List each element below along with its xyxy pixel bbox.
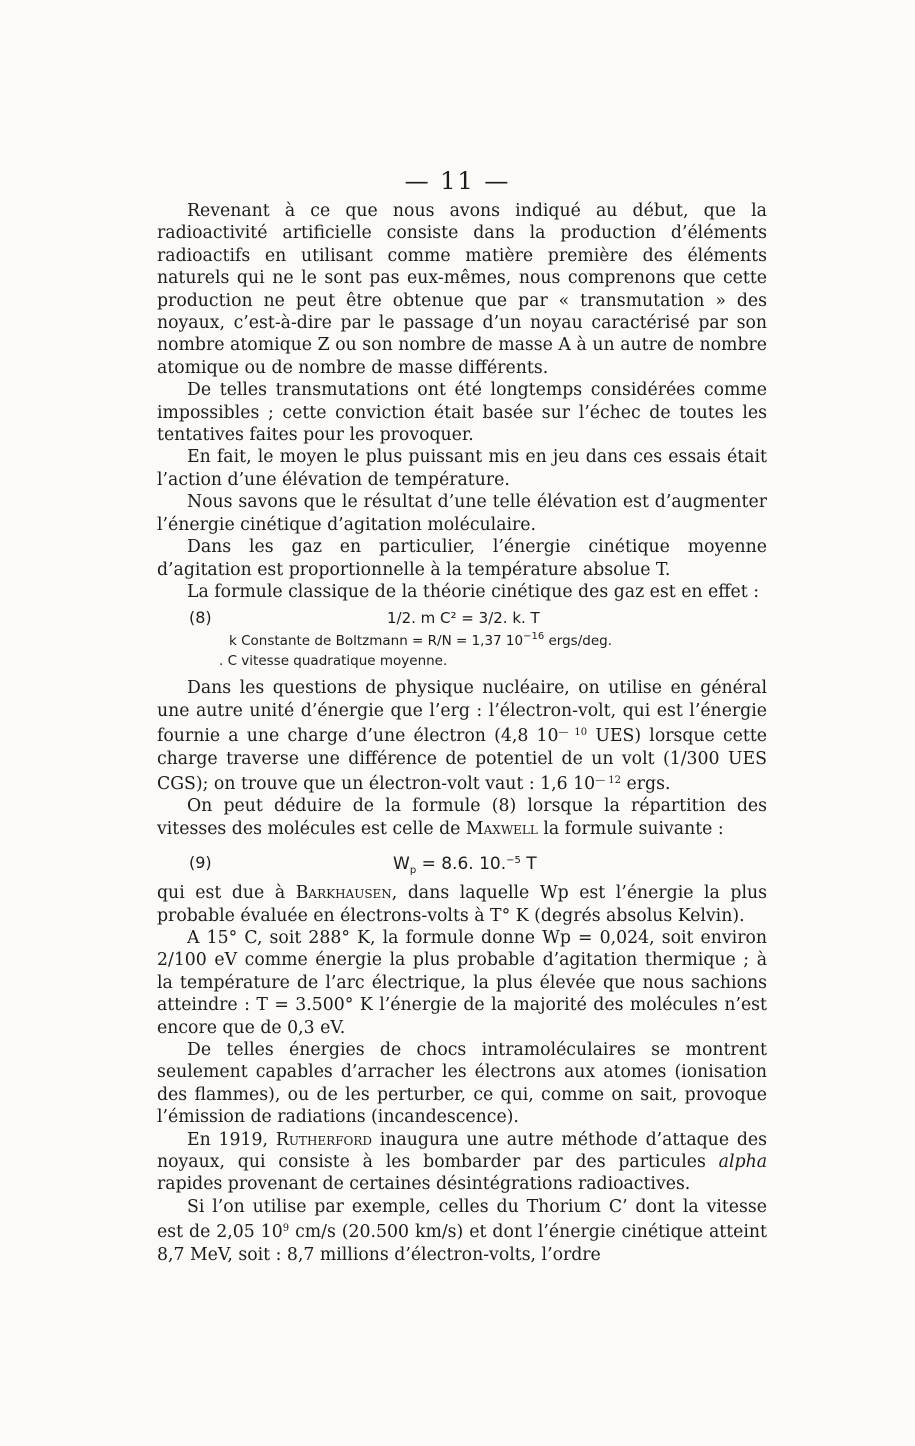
exponent: −5 — [506, 855, 521, 867]
paragraph: De telles énergies de chocs intramoléculaires se montrent seulement capables d’arracher les électrons aux atomes (ionisation des flammes), ou de les perturber, ce qui, comme on sait, provoque l’émission de radiations (incandescence). — [157, 1040, 767, 1128]
text-run: On peut déduire de la formule (8) lorsque la répartition des vitesses des molécules est celle de — [157, 796, 767, 839]
paragraph — [157, 677, 767, 795]
paragraph — [157, 795, 767, 840]
paragraph: La formule classique de la théorie cinétique des gaz est en effet : — [187, 581, 760, 602]
text-run: Si l’on utilise par exemple, celles du Thorium C’ dont la vitesse est de 2,05 10 — [157, 1196, 767, 1243]
text-run: inaugura une autre méthode d’attaque des noyaux, qui consiste à les bombarder par des particules — [157, 1129, 767, 1173]
paragraph — [157, 1129, 767, 1196]
text-run: Dans les questions de physique nucléaire, on utilise en général une autre unité d’énergie que l’erg : l’électron-volt, qui est l’énergie fournie a une charge d’une électron (4,8 10 — [157, 678, 767, 747]
eq-t: T — [520, 854, 537, 875]
paragraph: Nous savons que le résultat d’une telle élévation est d’augmenter l’énergie cinétique d’agitation moléculaire. — [157, 492, 767, 535]
paragraph — [157, 1196, 767, 1266]
text-italic: alpha — [718, 1152, 767, 1173]
eq-rhs: = 8.6. 10. — [416, 854, 507, 875]
paragraph: De telles transmutations ont été longtemps considérées comme impossibles ; cette conviction était basée sur l’échec de toutes les tentatives faites pour les provoquer. — [157, 380, 767, 446]
name-rutherford: Rutherford — [275, 1129, 373, 1150]
formula-note-k — [157, 627, 767, 651]
formula-8 — [157, 603, 767, 627]
text-run: rapides provenant de certaines désintégrations radioactives. — [157, 1174, 691, 1195]
exponent: −16 — [523, 631, 545, 643]
paragraph: Revenant à ce que nous avons indiqué au début, que la radioactivité artificielle consiste dans la production d’éléments radioactifs en utilisant comme matière première des éléments naturels qui ne le sont pas eux-mêmes, nous comprenons que cette production ne peut être obtenue que par « transmutation » des noyaux, c’est-à-dire par le passage d’un noyau caractérisé par son nombre atomique Z ou son nombre de masse A à un autre de nombre atomique ou de nombre de masse différents. — [157, 201, 767, 378]
equation — [393, 850, 537, 882]
formula-note-c: . C vitesse quadratique moyenne. — [219, 653, 448, 670]
text-run: ergs. — [621, 773, 671, 794]
text-run: la formule suivante : — [537, 818, 724, 839]
paragraph: A 15° C, soit 288° K, la formule donne Wp = 0,024, soit environ 2/100 eV comme énergie la plus probable d’agitation thermique ; à la température de l’arc électrique, la plus élevée que nous sachions atteindre : T = 3.500° K l’énergie de la majorité des molécules n’est encore que de 0,3 eV. — [157, 927, 767, 1038]
equation: 1/2. m C² = 3/2. k. T — [387, 609, 540, 628]
exponent: — 12 — [595, 774, 622, 786]
text-run: En 1919, — [187, 1129, 269, 1150]
equation-number: (9) — [189, 853, 212, 873]
name-barkhausen: Barkhausen — [295, 883, 392, 904]
eq-w: W — [393, 854, 410, 875]
equation-number: (8) — [189, 608, 212, 628]
body-text — [157, 200, 767, 1266]
note-text: ergs/deg. — [544, 633, 612, 650]
paragraph: Dans les gaz en particulier, l’énergie cinétique moyenne d’agitation est proportionnelle à la température absolue T. — [157, 537, 767, 580]
note-text: k Constante de Boltzmann = R/N = 1,37 10 — [229, 633, 524, 650]
subscript: p — [409, 865, 417, 877]
text-run: UES) lorsque cette charge traverse une différence de potentiel de un volt (1/300 UES CGS); on trouve que un électron-volt vaut : 1,6 10 — [157, 726, 767, 794]
name-maxwell: Maxwell — [465, 818, 538, 839]
exponent: — 10 — [558, 727, 588, 739]
text-run: , dans laquelle Wp est l’énergie la plus probable évaluée en électrons-volts à T° K (degrés absolus Kelvin). — [157, 883, 767, 926]
page-number: — 11 — — [404, 167, 511, 195]
formula-9 — [157, 840, 767, 882]
paragraph: En fait, le moyen le plus puissant mis en jeu dans ces essais était l’action d’une élévation de température. — [157, 447, 767, 490]
exponent: 9 — [282, 1223, 290, 1235]
text-run: cm/s (20.500 km/s) et dont l’énergie cinétique atteint 8,7 MeV, soit : 8,7 millions d’électron-volts, l’ordre — [157, 1222, 767, 1265]
paragraph — [157, 882, 767, 927]
text-run: qui est due à — [157, 883, 286, 904]
